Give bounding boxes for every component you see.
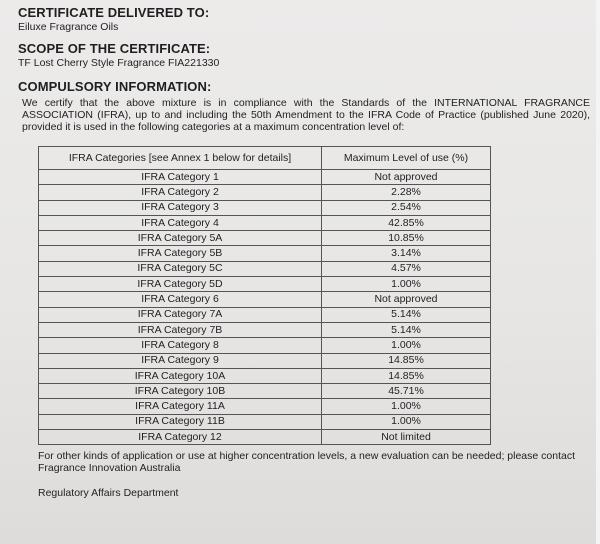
table-row xyxy=(39,338,491,353)
level-cell: Not approved xyxy=(322,170,491,185)
delivered-value: Eiluxe Fragrance Oils xyxy=(18,21,119,33)
table-row xyxy=(39,231,491,246)
category-cell: IFRA Category 5C xyxy=(39,261,322,276)
table-row xyxy=(39,307,491,322)
level-cell: 10.85% xyxy=(322,231,491,246)
header-max-level: Maximum Level of use (%) xyxy=(322,147,491,170)
compulsory-heading: COMPULSORY INFORMATION: xyxy=(18,79,212,94)
category-cell: IFRA Category 10B xyxy=(39,384,322,399)
table-row xyxy=(39,353,491,368)
category-cell: IFRA Category 7B xyxy=(39,322,322,337)
category-cell: IFRA Category 6 xyxy=(39,292,322,307)
category-cell: IFRA Category 5A xyxy=(39,231,322,246)
footer-note: For other kinds of application or use at higher concentration levels, a new evaluation can be needed; please contact Fragrance Innovation Australia xyxy=(38,450,576,475)
level-cell: 14.85% xyxy=(322,368,491,383)
screen-edge xyxy=(596,0,600,544)
table-row xyxy=(39,170,491,185)
category-cell: IFRA Category 2 xyxy=(39,185,322,200)
category-cell: IFRA Category 8 xyxy=(39,338,322,353)
level-cell: Not approved xyxy=(322,292,491,307)
level-cell: 1.00% xyxy=(322,338,491,353)
scope-heading: SCOPE OF THE CERTIFICATE: xyxy=(18,41,211,56)
category-cell: IFRA Category 11A xyxy=(39,399,322,414)
table-row xyxy=(39,246,491,261)
department-signature: Regulatory Affairs Department xyxy=(38,487,179,499)
category-cell: IFRA Category 4 xyxy=(39,215,322,230)
delivered-heading: CERTIFICATE DELIVERED TO: xyxy=(18,5,210,20)
level-cell: 42.85% xyxy=(322,215,491,230)
category-cell: IFRA Category 12 xyxy=(39,430,322,445)
category-cell: IFRA Category 9 xyxy=(39,353,322,368)
table-row xyxy=(39,430,491,445)
category-cell: IFRA Category 10A xyxy=(39,368,322,383)
level-cell: 2.28% xyxy=(322,185,491,200)
table-row xyxy=(39,215,491,230)
level-cell: 1.00% xyxy=(322,399,491,414)
category-cell: IFRA Category 1 xyxy=(39,170,322,185)
table-row xyxy=(39,384,491,399)
table-row xyxy=(39,399,491,414)
table-row xyxy=(39,292,491,307)
table-row xyxy=(39,322,491,337)
level-cell: 4.57% xyxy=(322,261,491,276)
header-category: IFRA Categories [see Annex 1 below for details] xyxy=(39,147,322,170)
ifra-levels-table xyxy=(38,146,491,445)
table-row xyxy=(39,277,491,292)
table-header-row xyxy=(39,147,491,170)
category-cell: IFRA Category 3 xyxy=(39,200,322,215)
table-row xyxy=(39,185,491,200)
level-cell: 3.14% xyxy=(322,246,491,261)
table-row xyxy=(39,368,491,383)
level-cell: 5.14% xyxy=(322,322,491,337)
table-row xyxy=(39,200,491,215)
level-cell: 45.71% xyxy=(322,384,491,399)
level-cell: Not limited xyxy=(322,430,491,445)
category-cell: IFRA Category 5B xyxy=(39,246,322,261)
table-row xyxy=(39,414,491,429)
level-cell: 1.00% xyxy=(322,414,491,429)
level-cell: 14.85% xyxy=(322,353,491,368)
level-cell: 5.14% xyxy=(322,307,491,322)
category-cell: IFRA Category 7A xyxy=(39,307,322,322)
scope-value: TF Lost Cherry Style Fragrance FIA221330 xyxy=(18,57,220,69)
category-cell: IFRA Category 11B xyxy=(39,414,322,429)
compliance-statement: We certify that the above mixture is in compliance with the Standards of the INTERNATIONAL FRAGRANCE ASSOCIATION (IFRA), up to and including the 50th Amendment to the IFRA Code of Practice (published June 2020), provided it is used in the following categories at a maximum concentration level of: xyxy=(22,97,590,134)
level-cell: 2.54% xyxy=(322,200,491,215)
category-cell: IFRA Category 5D xyxy=(39,277,322,292)
level-cell: 1.00% xyxy=(322,277,491,292)
table-row xyxy=(39,261,491,276)
